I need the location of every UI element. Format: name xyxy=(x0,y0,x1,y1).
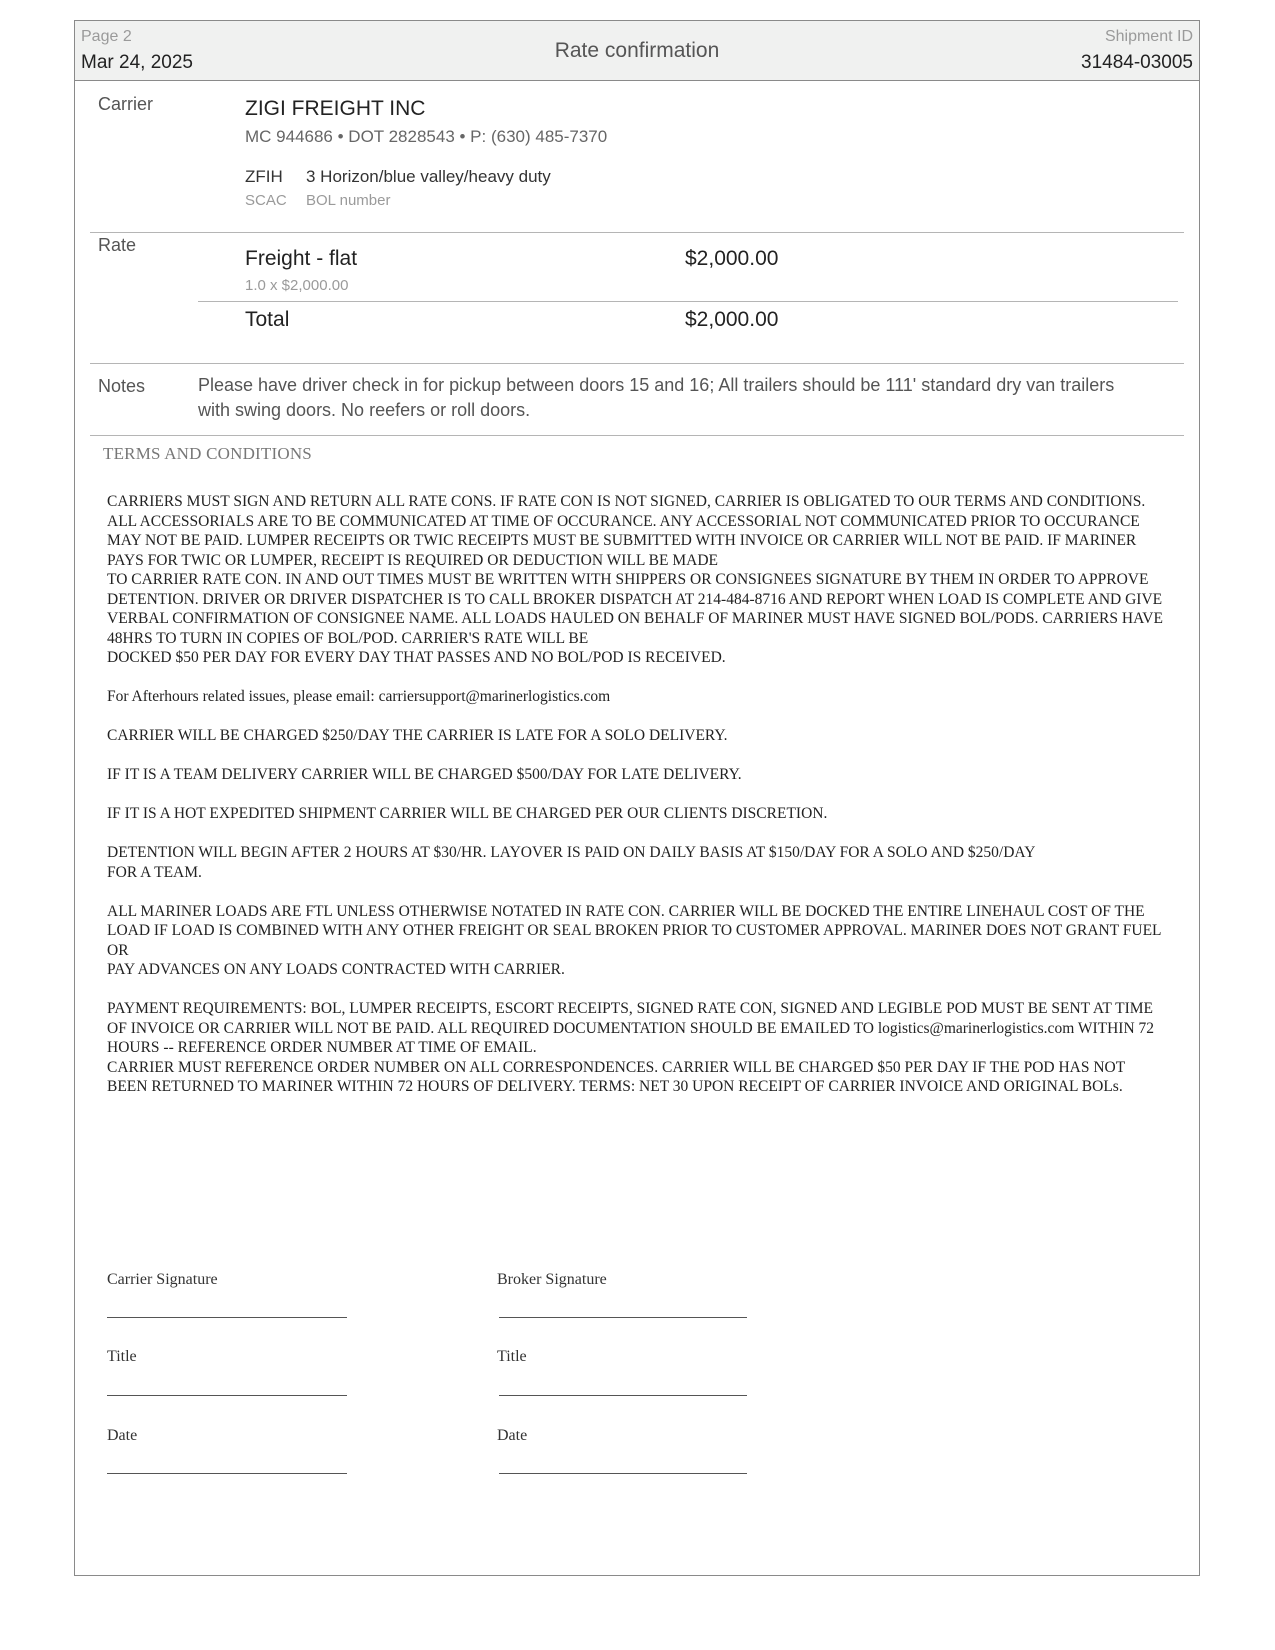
rate-section-label: Rate xyxy=(98,235,137,255)
divider xyxy=(90,232,1184,233)
terms-paragraph: PAYMENT REQUIREMENTS: BOL, LUMPER RECEIPTS, ESCORT RECEIPTS, SIGNED RATE CON, SIGNED AND LEGIBLE POD MUST BE SENT AT TIME OF INVOICE OR CARRIER WILL NOT BE PAID. ALL REQUIRED DOCUMENTATION SHOULD BE EMAILED TO logistics@marinerlogistics.com WITHIN 72 HOURS -- REFERENCE ORDER NUMBER AT TIME OF EMAIL. CARRIER MUST REFERENCE ORDER NUMBER ON ALL CORRESPONDENCES. CARRIER WILL BE CHARGED $50 PER DAY IF THE POD HAS NOT BEEN RETURNED TO MARINER WITHIN 72 HOURS OF DELIVERY. TERMS: NET 30 UPON RECEIPT OF CARRIER INVOICE AND ORIGINAL BOLs. xyxy=(107,1000,1155,1095)
broker-title-line[interactable] xyxy=(499,1395,747,1396)
terms-paragraph: CARRIER WILL BE CHARGED $250/DAY THE CARRIER IS LATE FOR A SOLO DELIVERY. xyxy=(107,727,728,744)
divider xyxy=(90,435,1184,436)
scac-value: ZFIH xyxy=(245,167,283,186)
terms-paragraph: ALL MARINER LOADS ARE FTL UNLESS OTHERWISE NOTATED IN RATE CON. CARRIER WILL BE DOCKED THE ENTIRE LINEHAUL COST OF THE LOAD IF LOAD IS COMBINED WITH ANY OTHER FREIGHT OR SEAL BROKEN PRIOR TO CUSTOMER APPROVAL. MARINER DOES NOT GRANT FUEL OR PAY ADVANCES ON ANY LOADS CONTRACTED WITH CARRIER. xyxy=(107,902,1161,978)
terms-body xyxy=(107,492,1167,1116)
carrier-signature-line[interactable] xyxy=(107,1317,347,1318)
shipment-id-value: 31484-03005 xyxy=(1081,52,1193,73)
carrier-identifiers: MC 944686 • DOT 2828543 • P: (630) 485-7370 xyxy=(245,127,608,146)
carrier-signature-label: Carrier Signature xyxy=(107,1271,218,1288)
carrier-name: ZIGI FREIGHT INC xyxy=(245,97,426,120)
broker-date-label: Date xyxy=(497,1427,528,1444)
total-amount: $2,000.00 xyxy=(685,308,779,331)
terms-paragraph: IF IT IS A HOT EXPEDITED SHIPMENT CARRIER WILL BE CHARGED PER OUR CLIENTS DISCRETION. xyxy=(107,805,828,822)
broker-date-line[interactable] xyxy=(499,1473,747,1474)
shipment-id-label: Shipment ID xyxy=(1104,28,1193,45)
terms-paragraph: DETENTION WILL BEGIN AFTER 2 HOURS AT $30/HR. LAYOVER IS PAID ON DAILY BASIS AT $150/DAY FOR A SOLO AND $250/DAY FOR A TEAM. xyxy=(107,844,1036,881)
carrier-date-label: Date xyxy=(107,1427,138,1444)
broker-title-label: Title xyxy=(497,1348,527,1365)
divider xyxy=(90,363,1184,364)
broker-signature-label: Broker Signature xyxy=(497,1271,607,1288)
terms-paragraph: IF IT IS A TEAM DELIVERY CARRIER WILL BE CHARGED $500/DAY FOR LATE DELIVERY. xyxy=(107,766,742,783)
scac-label: SCAC xyxy=(245,192,287,209)
carrier-section-label: Carrier xyxy=(98,94,154,114)
document-date: Mar 24, 2025 xyxy=(81,52,193,73)
rate-line-calculation: 1.0 x $2,000.00 xyxy=(245,277,349,294)
notes-section-label: Notes xyxy=(98,376,146,396)
terms-paragraph: For Afterhours related issues, please email: carriersupport@marinerlogistics.com xyxy=(107,688,611,705)
carrier-title-label: Title xyxy=(107,1348,137,1365)
notes-text: Please have driver check in for pickup between doors 15 and 16; All trailers should be 111' standard dry van trailers with swing doors. No reefers or roll doors. xyxy=(198,375,1115,420)
divider xyxy=(198,301,1178,302)
broker-signature-line[interactable] xyxy=(499,1317,747,1318)
terms-paragraph: CARRIERS MUST SIGN AND RETURN ALL RATE CONS. IF RATE CON IS NOT SIGNED, CARRIER IS OBLIGATED TO OUR TERMS AND CONDITIONS. ALL ACCESSORIALS ARE TO BE COMMUNICATED AT TIME OF OCCURANCE. ANY ACCESSORIAL NOT COMMUNICATED PRIOR TO OCCURANCE MAY NOT BE PAID. LUMPER RECEIPTS OR TWIC RECEIPTS MUST BE SUBMITTED WITH INVOICE OR CARRIER WILL NOT BE PAID. IF MARINER PAYS FOR TWIC OR LUMPER, RECEIPT IS REQUIRED OR DEDUCTION WILL BE MADE TO CARRIER RATE CON. IN AND OUT TIMES MUST BE WRITTEN WITH SHIPPERS OR CONSIGNEES SIGNATURE BY THEM IN ORDER TO APPROVE DETENTION. DRIVER OR DRIVER DISPATCHER IS TO CALL BROKER DISPATCH AT 214-484-8716 AND REPORT WHEN LOAD IS COMPLETE AND GIVE VERBAL CONFIRMATION OF CONSIGNEE NAME. ALL LOADS HAULED ON BEHALF OF MARINER MUST HAVE SIGNED BOL/PODS. CARRIERS HAVE 48HRS TO TURN IN COPIES OF BOL/POD. CARRIER'S RATE WILL BE DOCKED $50 PER DAY FOR EVERY DAY THAT PASSES AND NO BOL/POD IS RECEIVED. xyxy=(107,493,1163,666)
rate-line-amount: $2,000.00 xyxy=(685,247,779,270)
page-number: Page 2 xyxy=(81,28,132,45)
rate-line-description: Freight - flat xyxy=(245,247,358,270)
rate-confirmation-page xyxy=(74,20,1200,1576)
carrier-title-line[interactable] xyxy=(107,1395,347,1396)
page-header xyxy=(75,21,1199,81)
terms-title: TERMS AND CONDITIONS xyxy=(103,444,312,463)
document-title: Rate confirmation xyxy=(554,39,720,62)
bol-number-value: 3 Horizon/blue valley/heavy duty xyxy=(306,167,551,186)
bol-number-label: BOL number xyxy=(306,192,391,209)
carrier-date-line[interactable] xyxy=(107,1473,347,1474)
total-label: Total xyxy=(245,308,290,331)
